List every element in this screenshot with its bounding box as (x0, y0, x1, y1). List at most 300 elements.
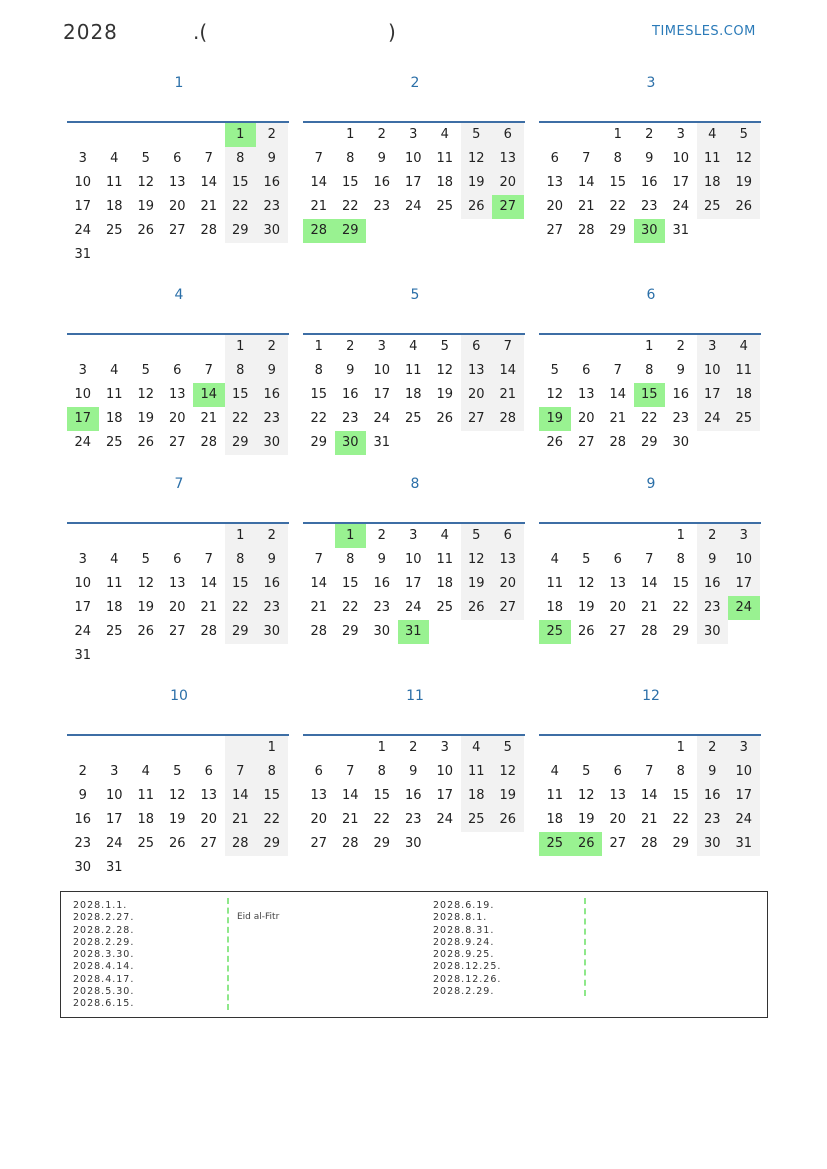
day-cell: 30 (634, 219, 666, 243)
day-cell: 23 (256, 195, 288, 219)
legend-right-dates: 2028.6.19. 2028.8.1. 2028.8.31. 2028.9.24. 2028.9.25. 2028.12.25. 2028.12.26. 2028.2.29. (433, 900, 502, 998)
day-cell: 9 (256, 359, 288, 383)
empty-day-cell (193, 736, 225, 760)
day-cell: 12 (546, 387, 564, 402)
day-cell: 5 (141, 363, 150, 378)
day-cell: 31 (373, 435, 391, 450)
day-cell: 7 (645, 552, 654, 567)
day-cell: 16 (256, 171, 288, 195)
day-cell: 21 (225, 808, 257, 832)
day-cell: 26 (168, 836, 186, 851)
day-cell: 15 (310, 387, 328, 402)
day-cell: 20 (310, 812, 328, 827)
day-cell: 26 (461, 195, 493, 219)
day-cell: 22 (256, 808, 288, 832)
day-cell: 28 (640, 836, 658, 851)
day-cell: 12 (436, 363, 454, 378)
empty-day-cell (67, 335, 99, 359)
day-cell: 19 (461, 572, 493, 596)
day-cell: 4 (110, 552, 119, 567)
day-cell: 16 (373, 576, 391, 591)
empty-day-cell (130, 736, 162, 760)
day-cell: 18 (105, 411, 123, 426)
day-cell: 11 (436, 151, 454, 166)
empty-day-cell (193, 123, 225, 147)
day-cell: 24 (373, 411, 391, 426)
legend-right-divider (584, 898, 586, 996)
empty-day-cell (571, 524, 603, 548)
day-cell: 24 (728, 808, 760, 832)
day-cell: 30 (672, 435, 690, 450)
day-cell: 14 (200, 576, 218, 591)
day-cell: 29 (225, 620, 257, 644)
empty-day-cell (634, 736, 666, 760)
day-cell: 11 (546, 788, 564, 803)
day-cell: 26 (137, 624, 155, 639)
day-cell: 19 (577, 600, 595, 615)
day-cell: 8 (225, 548, 257, 572)
month-title: 8 (410, 476, 420, 492)
day-cell: 15 (672, 788, 690, 803)
day-cell: 1 (613, 127, 622, 142)
day-cell: 23 (74, 836, 92, 851)
day-cell: 9 (346, 363, 355, 378)
day-cell: 29 (373, 836, 391, 851)
day-cell: 24 (74, 624, 92, 639)
day-cell: 27 (492, 195, 524, 219)
day-cell: 24 (697, 407, 729, 431)
day-cell: 22 (672, 600, 690, 615)
day-cell: 10 (373, 363, 391, 378)
day-cell: 18 (105, 600, 123, 615)
empty-day-cell (539, 123, 571, 147)
empty-day-cell (303, 524, 335, 548)
day-cell: 5 (173, 764, 182, 779)
day-cell: 7 (492, 335, 524, 359)
month-day-grid (539, 524, 761, 644)
day-cell: 22 (310, 411, 328, 426)
empty-day-cell (99, 736, 131, 760)
day-cell: 26 (728, 195, 760, 219)
day-cell: 31 (74, 247, 92, 262)
day-cell: 21 (310, 199, 328, 214)
day-cell: 31 (105, 860, 123, 875)
day-cell: 10 (74, 576, 92, 591)
day-cell: 15 (341, 576, 359, 591)
empty-day-cell (571, 335, 603, 359)
day-cell: 22 (640, 411, 658, 426)
day-cell: 18 (546, 812, 564, 827)
day-cell: 16 (256, 572, 288, 596)
empty-day-cell (67, 524, 99, 548)
day-cell: 27 (577, 435, 595, 450)
day-cell: 6 (173, 151, 182, 166)
day-cell: 11 (105, 175, 123, 190)
month-day-grid (539, 335, 761, 455)
day-cell: 13 (168, 175, 186, 190)
day-cell: 27 (609, 624, 627, 639)
day-cell: 29 (341, 624, 359, 639)
legend-left-dates: 2028.1.1. 2028.2.27. 2028.2.28. 2028.2.29. 2028.3.30. 2028.4.14. 2028.4.17. 2028.5.30. 2028.6.15. (73, 900, 135, 1010)
day-cell: 12 (577, 576, 595, 591)
day-cell: 3 (697, 335, 729, 359)
day-cell: 4 (461, 736, 493, 760)
day-cell: 16 (404, 788, 422, 803)
day-cell: 11 (404, 363, 422, 378)
empty-day-cell (67, 123, 99, 147)
day-cell: 5 (582, 552, 591, 567)
day-cell: 13 (609, 576, 627, 591)
month-day-grid (539, 123, 761, 243)
day-cell: 29 (672, 624, 690, 639)
day-cell: 10 (105, 788, 123, 803)
day-cell: 3 (78, 363, 87, 378)
day-cell: 17 (74, 199, 92, 214)
day-cell: 28 (640, 624, 658, 639)
day-cell: 27 (492, 596, 524, 620)
day-cell: 11 (436, 552, 454, 567)
day-cell: 30 (373, 624, 391, 639)
day-cell: 25 (539, 620, 571, 644)
day-cell: 9 (409, 764, 418, 779)
day-cell: 8 (613, 151, 622, 166)
day-cell: 23 (373, 600, 391, 615)
day-cell: 21 (341, 812, 359, 827)
empty-day-cell (303, 123, 335, 147)
day-cell: 2 (256, 123, 288, 147)
day-cell: 6 (492, 123, 524, 147)
day-cell: 8 (676, 552, 685, 567)
day-cell: 14 (310, 175, 328, 190)
month-title: 3 (646, 75, 656, 91)
day-cell: 12 (577, 788, 595, 803)
day-cell: 29 (609, 223, 627, 238)
day-cell: 25 (105, 435, 123, 450)
day-cell: 12 (168, 788, 186, 803)
empty-day-cell (99, 123, 131, 147)
day-cell: 27 (200, 836, 218, 851)
day-cell: 24 (672, 199, 690, 214)
day-cell: 26 (546, 435, 564, 450)
day-cell: 18 (461, 784, 493, 808)
day-cell: 19 (168, 812, 186, 827)
day-cell: 4 (141, 764, 150, 779)
day-cell: 7 (204, 151, 213, 166)
day-cell: 20 (168, 600, 186, 615)
empty-day-cell (130, 335, 162, 359)
day-cell: 12 (461, 548, 493, 572)
day-cell: 5 (440, 339, 449, 354)
day-cell: 21 (310, 600, 328, 615)
day-cell: 28 (225, 832, 257, 856)
day-cell: 4 (110, 363, 119, 378)
day-cell: 27 (609, 836, 627, 851)
day-cell: 26 (577, 624, 595, 639)
day-cell: 29 (225, 431, 257, 455)
day-cell: 12 (137, 576, 155, 591)
day-cell: 10 (728, 548, 760, 572)
day-cell: 23 (373, 199, 391, 214)
day-cell: 7 (225, 760, 257, 784)
day-cell: 4 (409, 339, 418, 354)
day-cell: 1 (225, 524, 257, 548)
month-title: 4 (174, 287, 184, 303)
day-cell: 16 (74, 812, 92, 827)
day-cell: 4 (110, 151, 119, 166)
day-cell: 6 (204, 764, 213, 779)
day-cell: 11 (546, 576, 564, 591)
day-cell: 28 (200, 624, 218, 639)
day-cell: 6 (492, 524, 524, 548)
day-cell: 14 (609, 387, 627, 402)
day-cell: 8 (346, 151, 355, 166)
day-cell: 24 (404, 600, 422, 615)
month-title: 10 (170, 688, 188, 704)
day-cell: 5 (728, 123, 760, 147)
day-cell: 14 (200, 175, 218, 190)
day-cell: 13 (310, 788, 328, 803)
day-cell: 12 (492, 760, 524, 784)
day-cell: 12 (728, 147, 760, 171)
day-cell: 5 (461, 524, 493, 548)
day-cell: 14 (492, 359, 524, 383)
empty-day-cell (130, 123, 162, 147)
day-cell: 2 (676, 339, 685, 354)
day-cell: 9 (697, 760, 729, 784)
day-cell: 14 (225, 784, 257, 808)
empty-day-cell (602, 335, 634, 359)
day-cell: 23 (256, 407, 288, 431)
day-cell: 18 (546, 600, 564, 615)
day-cell: 25 (436, 600, 454, 615)
day-cell: 19 (137, 199, 155, 214)
empty-day-cell (634, 524, 666, 548)
empty-day-cell (602, 736, 634, 760)
day-cell: 9 (256, 548, 288, 572)
day-cell: 27 (168, 435, 186, 450)
day-cell: 22 (672, 812, 690, 827)
day-cell: 22 (225, 195, 257, 219)
day-cell: 2 (697, 736, 729, 760)
day-cell: 9 (78, 788, 87, 803)
day-cell: 19 (137, 411, 155, 426)
day-cell: 19 (492, 784, 524, 808)
day-cell: 8 (346, 552, 355, 567)
day-cell: 27 (461, 407, 493, 431)
day-cell: 18 (436, 175, 454, 190)
day-cell: 1 (676, 528, 685, 543)
empty-day-cell (67, 736, 99, 760)
day-cell: 13 (168, 576, 186, 591)
month-title: 7 (174, 476, 184, 492)
day-cell: 28 (492, 407, 524, 431)
day-cell: 2 (256, 524, 288, 548)
day-cell: 15 (256, 784, 288, 808)
day-cell: 21 (640, 600, 658, 615)
day-cell: 31 (398, 620, 430, 644)
day-cell: 7 (204, 552, 213, 567)
day-cell: 15 (609, 175, 627, 190)
empty-day-cell (602, 524, 634, 548)
day-cell: 30 (256, 620, 288, 644)
day-cell: 6 (582, 363, 591, 378)
day-cell: 19 (577, 812, 595, 827)
year-title: 2028 (63, 20, 118, 44)
day-cell: 6 (613, 764, 622, 779)
day-cell: 4 (550, 552, 559, 567)
day-cell: 28 (577, 223, 595, 238)
empty-day-cell (162, 524, 194, 548)
day-cell: 15 (225, 572, 257, 596)
day-cell: 18 (105, 199, 123, 214)
empty-day-cell (99, 524, 131, 548)
legend-left-name: Eid al-Fitr (237, 912, 280, 922)
day-cell: 6 (550, 151, 559, 166)
day-cell: 23 (697, 808, 729, 832)
day-cell: 8 (256, 760, 288, 784)
day-cell: 30 (697, 620, 729, 644)
title-open-paren: .( (193, 20, 208, 44)
month-title: 12 (642, 688, 660, 704)
day-cell: 19 (728, 171, 760, 195)
day-cell: 20 (461, 383, 493, 407)
day-cell: 6 (461, 335, 493, 359)
day-cell: 2 (645, 127, 654, 142)
day-cell: 29 (672, 836, 690, 851)
day-cell: 7 (645, 764, 654, 779)
day-cell: 25 (105, 624, 123, 639)
day-cell: 17 (697, 383, 729, 407)
month-day-grid (67, 736, 289, 880)
day-cell: 31 (672, 223, 690, 238)
day-cell: 13 (168, 387, 186, 402)
day-cell: 1 (377, 740, 386, 755)
day-cell: 3 (728, 736, 760, 760)
day-cell: 3 (377, 339, 386, 354)
day-cell: 2 (409, 740, 418, 755)
day-cell: 10 (404, 151, 422, 166)
day-cell: 27 (546, 223, 564, 238)
day-cell: 24 (74, 435, 92, 450)
day-cell: 26 (571, 832, 603, 856)
empty-day-cell (193, 335, 225, 359)
day-cell: 16 (640, 175, 658, 190)
month-day-grid (303, 524, 525, 644)
day-cell: 6 (173, 552, 182, 567)
day-cell: 20 (168, 199, 186, 214)
day-cell: 20 (200, 812, 218, 827)
day-cell: 8 (314, 363, 323, 378)
day-cell: 1 (225, 123, 257, 147)
day-cell: 20 (609, 812, 627, 827)
day-cell: 10 (404, 552, 422, 567)
day-cell: 27 (168, 223, 186, 238)
day-cell: 20 (577, 411, 595, 426)
day-cell: 4 (550, 764, 559, 779)
empty-day-cell (193, 524, 225, 548)
day-cell: 13 (492, 147, 524, 171)
day-cell: 5 (582, 764, 591, 779)
day-cell: 21 (200, 411, 218, 426)
day-cell: 3 (110, 764, 119, 779)
day-cell: 2 (377, 528, 386, 543)
day-cell: 16 (697, 784, 729, 808)
day-cell: 5 (141, 552, 150, 567)
day-cell: 6 (173, 363, 182, 378)
month-day-grid (539, 736, 761, 856)
day-cell: 13 (546, 175, 564, 190)
month-day-grid (303, 123, 525, 243)
day-cell: 14 (341, 788, 359, 803)
day-cell: 24 (436, 812, 454, 827)
day-cell: 20 (546, 199, 564, 214)
day-cell: 26 (137, 223, 155, 238)
day-cell: 8 (645, 363, 654, 378)
day-cell: 23 (404, 812, 422, 827)
day-cell: 27 (168, 624, 186, 639)
day-cell: 26 (436, 411, 454, 426)
day-cell: 25 (137, 836, 155, 851)
empty-day-cell (162, 335, 194, 359)
day-cell: 16 (373, 175, 391, 190)
day-cell: 10 (436, 764, 454, 779)
month-day-grid (303, 736, 525, 856)
day-cell: 30 (335, 431, 367, 455)
day-cell: 4 (440, 528, 449, 543)
day-cell: 17 (373, 387, 391, 402)
day-cell: 22 (341, 199, 359, 214)
day-cell: 10 (74, 387, 92, 402)
day-cell: 1 (676, 740, 685, 755)
day-cell: 11 (137, 788, 155, 803)
day-cell: 9 (645, 151, 654, 166)
empty-day-cell (303, 736, 335, 760)
day-cell: 10 (672, 151, 690, 166)
month-day-grid (67, 123, 289, 267)
day-cell: 3 (409, 528, 418, 543)
empty-day-cell (162, 736, 194, 760)
site-logo[interactable]: TIMESLES.COM (652, 24, 756, 39)
day-cell: 26 (492, 808, 524, 832)
day-cell: 22 (341, 600, 359, 615)
month-title: 6 (646, 287, 656, 303)
month-title: 2 (410, 75, 420, 91)
day-cell: 25 (404, 411, 422, 426)
day-cell: 12 (137, 387, 155, 402)
day-cell: 16 (341, 387, 359, 402)
day-cell: 29 (640, 435, 658, 450)
day-cell: 17 (74, 600, 92, 615)
day-cell: 3 (676, 127, 685, 142)
day-cell: 14 (640, 788, 658, 803)
day-cell: 8 (377, 764, 386, 779)
day-cell: 17 (105, 812, 123, 827)
day-cell: 12 (461, 147, 493, 171)
empty-day-cell (130, 524, 162, 548)
day-cell: 21 (200, 199, 218, 214)
holiday-legend (60, 891, 768, 1018)
day-cell: 22 (373, 812, 391, 827)
day-cell: 14 (310, 576, 328, 591)
day-cell: 16 (672, 387, 690, 402)
day-cell: 14 (640, 576, 658, 591)
day-cell: 18 (404, 387, 422, 402)
day-cell: 10 (728, 760, 760, 784)
day-cell: 11 (697, 147, 729, 171)
day-cell: 3 (78, 151, 87, 166)
day-cell: 25 (728, 407, 760, 431)
day-cell: 10 (74, 175, 92, 190)
